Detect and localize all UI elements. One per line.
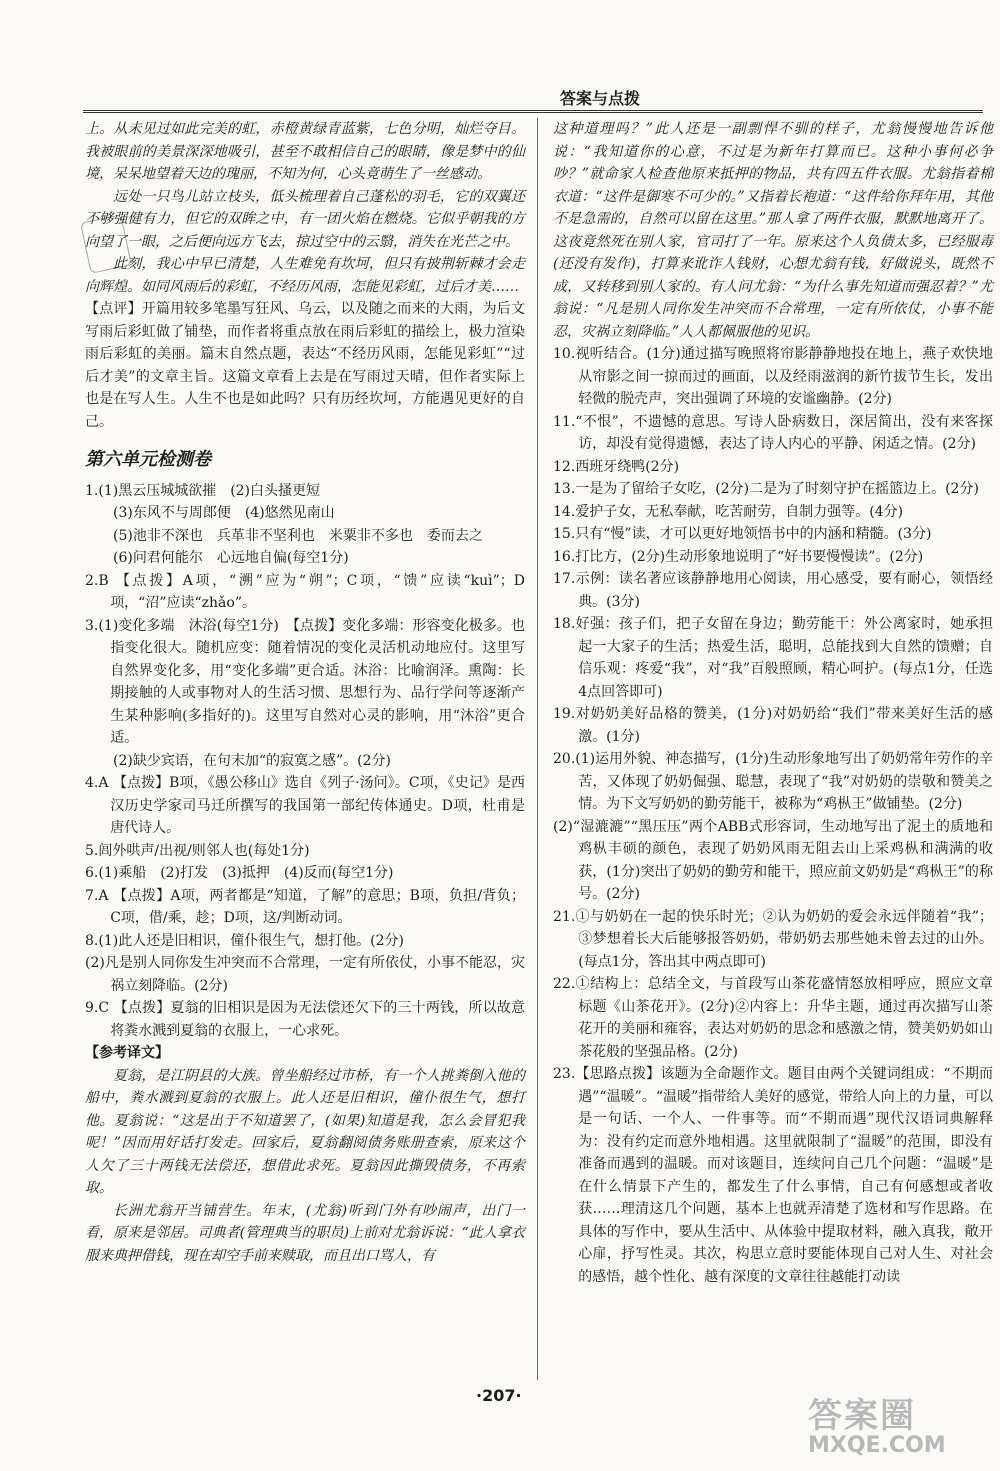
answer-item: 1.(1)黑云压城城欲摧 (2)白头搔更短 <box>85 482 321 499</box>
answer-item: 2.B 【点拨】A项，“溯”应为“朔”；C项，“馈”应读“kuì”；D项，“沼”应读“zhǎo”。 <box>85 572 525 611</box>
essay-paragraph: 上。从未见过如此完美的虹，赤橙黄绿青蓝紫，七色分明，灿烂夺目。我被眼前的美景深深地吸引，甚至不敢相信自己的眼睛，像是梦中的仙境，呆呆地望着天边的瑰丽，不知为何，心头竟萌生了一丝感动。 <box>85 121 525 182</box>
answer-item: 20.(1)运用外貌、神态描写，(1分)生动形象地写出了奶奶常年劳作的辛苦，又体现了奶奶倔强、聪慧，表现了“我”对奶奶的崇敬和赞美之情。为下文写奶奶的勤劳能干，被称为“鸡枞王”做铺垫。(2分) <box>553 751 993 812</box>
answer-item: 10.视听结合。(1分)通过描写晚照将帘影静静地投在地上，燕子欢快地从帘影之间一掠而过的画面，以及经雨滋润的新竹拔节生长，发出轻微的脱壳声，突出强调了环境的安谧幽静。(2分) <box>553 346 993 407</box>
answer-item: 7.A 【点拨】A项，两者都是“知道，了解”的意思；B项，负担/背负；C项，借/乘，趁；D项，这/判断动词。 <box>85 887 525 926</box>
right-column <box>553 118 993 1288</box>
answer-item: 12.西班牙绕鸭(2分) <box>553 458 680 475</box>
essay-paragraph: 远处一只鸟儿站立枝头，低头梳理着自己蓬松的羽毛，它的双翼还不够强健有力，但它的双眸之中，有一团火焰在燃烧。它似乎朝我的方向望了一眼，之后便向远方飞去，掠过空中的云翳，消失在光芒之中。 <box>85 188 525 250</box>
answer-item: (2)缺少宾语，在句末加“的寂寞之感”。(2分) <box>113 752 391 769</box>
page-number: ·207· <box>476 1386 522 1405</box>
left-column <box>85 118 525 1267</box>
answer-item: 21.①与奶奶在一起的快乐时光；②认为奶奶的爱会永远伴随着“我”；③梦想着长大后能够报答奶奶，带奶奶去那些她未曾去过的山外。(每点1分，答出其中两点即可) <box>553 908 993 970</box>
answer-item: 5.闾外哄声/出视/则邻人也(每处1分) <box>85 842 310 859</box>
answer-item: 8.(1)此人还是旧相识，僮仆很生气，想打他。(2分) <box>85 932 405 949</box>
answer-item: (2)“湿漉漉”“黑压压”两个ABB式形容词，生动地写出了泥土的质地和鸡枞丰硕的颜色，表现了奶奶风雨无阻去山上采鸡枞和满满的收获，(1分)突出了奶奶的勤劳和能干，照应前文奶奶是“鸡枞王”的称号。(2分) <box>553 818 993 902</box>
answer-item: 3.(1)变化多端 沐浴(每空1分) 【点拨】变化多端：形容变化极多。也指变化很大。随机应变：随着情况的变化灵活机动地应付。这里写自然界变化多，用“变化多端”更合适。沐浴：比喻润泽。熏陶：长期接触的人或事物对人的生活习惯、思想行为、品行学问等逐渐产生某种影响(多指好的)。这里写自然对心灵的影响，用“沐浴”更合适。 <box>85 617 525 746</box>
answer-item: 6.(1)乘船 (2)打发 (3)抵押 (4)反而(每空1分) <box>85 865 394 881</box>
answer-item: 4.A 【点拨】B项，《愚公移山》选自《列子·汤问》。C项，《史记》是西汉历史学家司马迁所撰写的我国第一部纪传体通史。D项，杜甫是唐代诗人。 <box>85 775 525 836</box>
answer-item: (2)凡是别人同你发生冲突而不合常理，一定有所依仗，小事不能忍，灾祸立刻降临。(2分) <box>85 955 525 994</box>
watermark-logo <box>808 1388 988 1466</box>
header-title: 答案与点拨 <box>560 89 641 108</box>
answer-item: (3)东风不与周郎便 (4)悠然见南山 <box>113 505 335 521</box>
translation-paragraph: 夏翁，是江阴县的大族。曾坐船经过市桥，有一个人挑粪倒入他的船中，粪水溅到夏翁的衣服上。此人还是旧相识，僮仆很生气，想打他。夏翁说：“这是出于不知道罢了，(如果)知道是我，怎么会冒犯我呢！”因而用好话打发走。回家后，夏翁翻阅债务账册查索，原来这个人欠了三十两钱无法偿还，想借此求死。夏翁因此撕毁债务，不再索取。 <box>85 1067 525 1196</box>
translation-paragraph: 长洲尤翁开当铺营生。年末，(尤翁)听到门外有吵闹声，出门一看，原来是邻居。司典者(管理典当的职员)上前对尤翁诉说：“此人拿衣服来典押借钱，现在却空手前来赎取，而且出口骂人，有 <box>85 1202 525 1264</box>
translation-continued: 这种道理吗？”此人还是一副剽悍不驯的样子，尤翁慢慢地告诉他说：“我知道你的心意，不过是为新年打算而已。这种小事何必争吵？”就命家人检查他原来抵押的物品，共有四五件衣服。尤翁指着棉衣道：“这件是御寒不可少的。”又指着长袍道：“这件给你拜年用，其他不是急需的，自然可以留在这里。”那人拿了两件衣服，默默地离开了。这夜竟然死在别人家，官司打了一年。原来这个人负债太多，已经服毒(还没有发作)，打算来讹诈人钱财，心想尤翁有钱，好做说头，既然不成，又转移到别人家的。有人问尤翁：“为什么事先知道而强忍着？”尤翁说：“凡是别人同你发生冲突而不合常理，一定有所依仗，小事不能忍，灾祸立刻降临。”人人都佩服他的见识。 <box>553 121 993 340</box>
answer-item: 13.一是为了留给子女吃，(2分)二是为了时刻守护在摇篮边上。(2分) <box>553 481 979 497</box>
section-title: 第六单元检测卷 <box>85 449 211 470</box>
answer-item: 23.【思路点拨】该题为全命题作文。题目由两个关键词组成：“不期而遇”“温暖”。“温暖”指带给人美好的感觉，带给人向上的力量，可以是一句话、一个人、一件事等。而“不期而遇”现代汉语词典解释为：没有约定而意外地相遇。这里就限制了“温暖”的范围，即没有准备而遇到的温暖。而对该题目，连续问自己几个问题：“温暖”是在什么情景下产生的，都发生了什么事情，自己有何感想或者收获……理清这几个问题，基本上也就弄清楚了选材和写作思路。在具体的写作中，要从生活中、从体验中提取材料，融入真我，敞开心扉，抒写性灵。其次，构思立意时要能体现自己对人生、对社会的感悟，越个性化、越有深度的文章往往越能打动读 <box>553 1066 993 1285</box>
answer-item: 16.打比方，(2分)生动形象地说明了“好书要慢慢读”。(2分) <box>553 548 924 565</box>
watermark-url: MXQE.COM <box>808 1433 946 1458</box>
column-divider <box>537 118 538 1380</box>
watermark-main: 答案圈 <box>808 1396 916 1436</box>
answer-item: (6)问君何能尔 心远地自偏(每空1分) <box>113 550 349 566</box>
answer-item: 18.好强：孩子们，把子女留在身边；勤劳能干：外公离家时，她承担起一大家子的生活；热爱生活，聪明，总能找到大自然的馈赠；自信乐观：疼爱“我”，对“我”百般照顾，精心呵护。(每点1分，任选4点回答即可) <box>553 616 993 700</box>
answer-item: 11.“不恨”，不遗憾的意思。写诗人卧病数日，深居简出，没有来客探访，却没有觉得遗憾，表达了诗人内心的平静、闲适之情。(2分) <box>553 413 993 452</box>
page-header <box>80 0 1000 108</box>
answer-item: 9.C 【点拨】夏翁的旧相识是因为无法偿还欠下的三十两钱，所以故意将粪水溅到夏翁的衣服上，一心求死。 <box>85 1000 525 1039</box>
answer-item: 17.示例：读名著应该静静地用心阅读，用心感受，要有耐心，领悟经典。(3分) <box>553 571 993 610</box>
answer-item: 22.①结构上：总结全文，与首段写山茶花盛情怒放相呼应，照应文章标题《山茶花开》。(2分)②内容上：升华主题，通过再次描写山茶花开的美丽和雍容，表达对奶奶的思念和感激之情，赞美奶奶如山茶花般的坚强品格。(2分) <box>553 976 993 1060</box>
essay-paragraph: 此刻，我心中早已清楚，人生难免有坎坷，但只有披荆斩棘才会走向辉煌。如同风雨后的彩虹，不经历风雨，怎能见彩虹，过后才美…… <box>85 256 525 295</box>
translation-title: 【参考译文】 <box>85 1045 169 1061</box>
answer-item: 19.对奶奶美好品格的赞美，(1分)对奶奶给“我们”带来美好生活的感激。(1分) <box>553 706 993 745</box>
answer-item: 15.只有“慢”读，才可以更好地领悟书中的内涵和精髓。(3分) <box>553 526 932 542</box>
answer-item: (5)池非不深也 兵革非不坚利也 米粟非不多也 委而去之 <box>113 527 483 544</box>
header-rule <box>83 110 983 113</box>
essay-comment: 【点评】开篇用较多笔墨写狂风、乌云，以及随之而来的大雨，为后文写雨后彩虹做了铺垫，而作者将重点放在雨后彩虹的描绘上，极力渲染雨后彩虹的美丽。篇末自然点题，表达“不经历风雨，怎能见彩虹”“过后才美”的文章主旨。这篇文章看上去是在写雨过天晴，但作者实际上也是在写人生。人生不也是如此吗？只有历经坎坷，方能遇见更好的自己。 <box>85 301 525 430</box>
answer-item: 14.爱护子女，无私奉献，吃苦耐劳，自制力强等。(4分) <box>553 503 904 520</box>
